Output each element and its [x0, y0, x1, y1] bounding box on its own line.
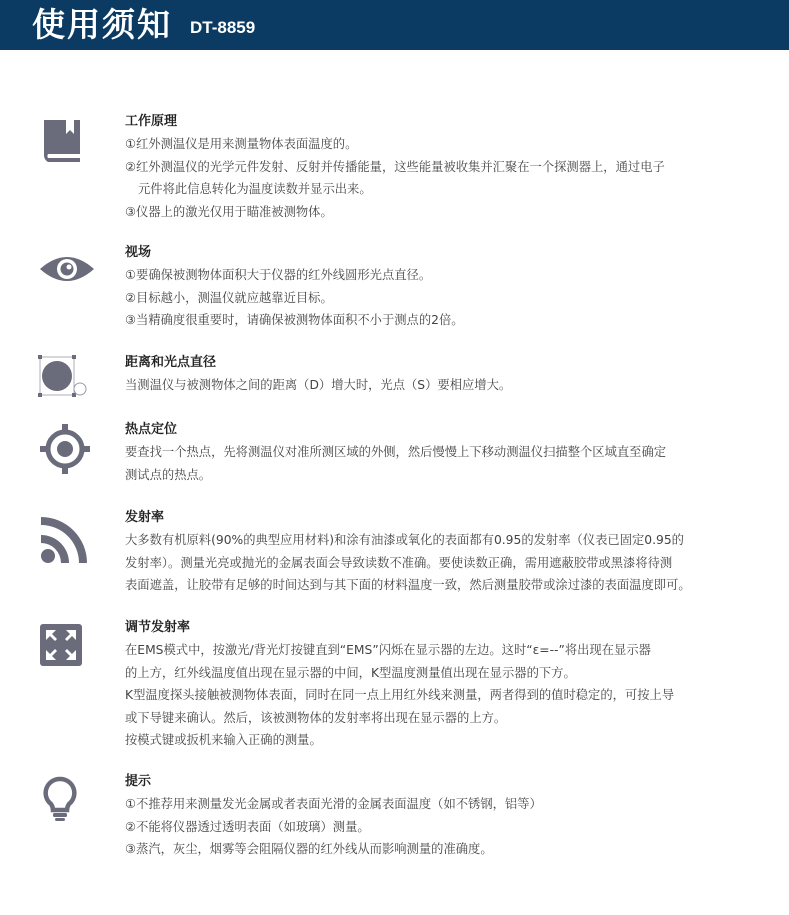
- book-icon: [40, 118, 84, 164]
- distance-spot-icon: [38, 355, 88, 399]
- text-line: 发射率）。测量光亮或抛光的金属表面会导致读数不准确。要使读数正确，需用遮蔽胶带或黑漆将待测: [125, 555, 673, 570]
- text-line: 或下导键来确认。然后，该被测物体的发射率将出现在显示器的上方。: [125, 710, 507, 725]
- text-line: K型温度探头接触被测物体表面，同时在同一点上用红外线来测量，两者得到的值时稳定的，可按上导: [125, 688, 675, 702]
- model-number: DT-8859: [190, 18, 256, 37]
- text-line: 要查找一个热点，先将测温仪对准所测区域的外侧，然后慢慢上下移动测温仪扫描整个区域直至确定: [125, 445, 667, 459]
- section-title: 工作原理: [125, 114, 178, 129]
- text-line: 元件将此信息转化为温度读数并显示出来。: [138, 182, 372, 196]
- text-line: 按模式键或扳机来输入正确的测量。: [125, 733, 322, 747]
- text-line: 的上方，红外线温度值出现在显示器的中间，K型温度测量值出现在显示器的下方。: [125, 665, 576, 680]
- text-line: ②不能将仪器透过透明表面（如玻璃）测量。: [125, 819, 370, 834]
- lightbulb-icon: [42, 776, 78, 822]
- header-bar: [0, 0, 789, 50]
- text-line: ①不推荐用来测量发光金属或者表面光滑的金属表面温度（如不锈钢，铝等）: [125, 797, 542, 811]
- expand-icon: [40, 624, 82, 666]
- text-line: ②目标越小，测温仪就应越靠近目标。: [125, 290, 333, 305]
- section-title: 热点定位: [125, 422, 178, 437]
- text-line: ③蒸汽，灰尘，烟雾等会阻隔仪器的红外线从而影响测量的准确度。: [125, 842, 493, 856]
- text-line: 表面遮盖，让胶带有足够的时间达到与其下面的材料温度一致，然后测量胶带或涂过漆的表面温度即可。: [125, 578, 691, 592]
- text-line: ②红外测温仪的光学元件发射、反射并传播能量，这些能量被收集并汇聚在一个探测器上，通过电子: [125, 159, 665, 174]
- eye-icon: [38, 251, 96, 287]
- page-title: 使用须知: [32, 5, 172, 44]
- section-title: 发射率: [125, 510, 165, 525]
- text-line: 在EMS模式中，按激光/背光灯按键直到“EMS”闪烁在显示器的左边。这时“ε=--”将出现在显示器: [125, 643, 651, 657]
- rss-icon: [40, 516, 88, 564]
- text-line: ③当精确度很重要时，请确保被测物体面积不小于测点的2倍。: [125, 313, 464, 327]
- text-line: ③仪器上的激光仅用于瞄准被测物体。: [125, 204, 333, 219]
- section-title: 距离和光点直径: [125, 355, 217, 370]
- text-line: 当测温仪与被测物体之间的距离（D）增大时，光点（S）要相应增大。: [125, 378, 512, 392]
- text-line: 大多数有机原料(90%的典型应用材料)和涂有油漆或氧化的表面都有0.95的发射率（仪表已固定0.95的: [125, 533, 684, 547]
- section-title: 调节发射率: [125, 620, 191, 635]
- section-title: 视场: [125, 245, 152, 260]
- section-title: 提示: [125, 774, 152, 789]
- text-line: 测试点的热点。: [125, 467, 212, 482]
- text-line: ①红外测温仪是用来测量物体表面温度的。: [125, 137, 358, 151]
- text-line: ①要确保被测物体面积大于仪器的红外线圆形光点直径。: [125, 268, 432, 282]
- crosshair-icon: [40, 424, 90, 474]
